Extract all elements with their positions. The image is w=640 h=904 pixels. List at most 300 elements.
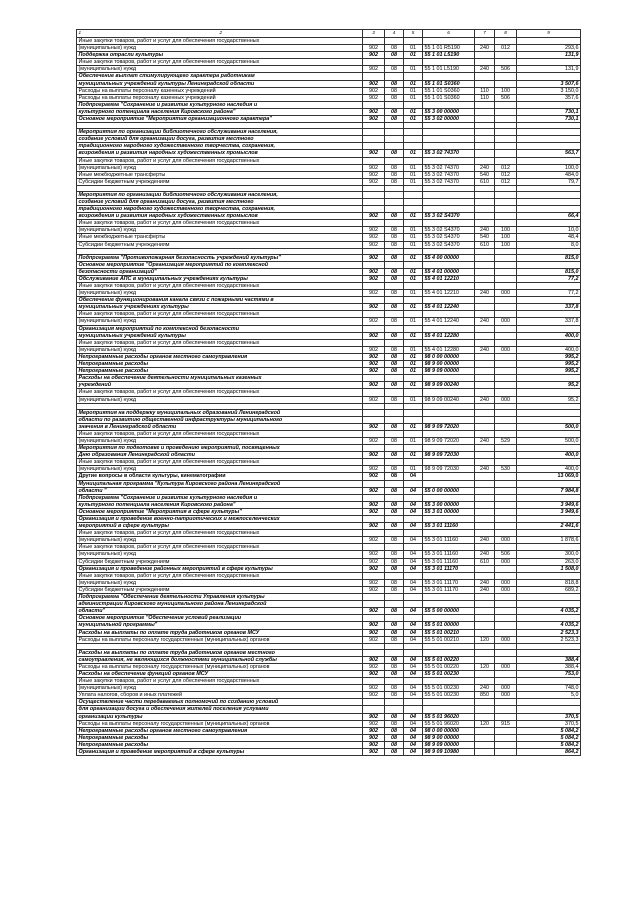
- expense-type-cell: [475, 501, 495, 508]
- section-code-cell: 08: [385, 663, 404, 670]
- amount-cell: 4 035,2: [517, 622, 581, 629]
- code-cell: [495, 101, 517, 108]
- subsection-code-cell: [404, 220, 423, 227]
- section-code-cell: [385, 101, 404, 108]
- expense-type-cell: [475, 361, 495, 368]
- item-name-cell: Подпрограмма "Сохранение и развитие культурного наследия и: [77, 101, 363, 108]
- department-code-cell: 902: [363, 437, 385, 444]
- target-article-cell: 98 9 09 00240: [423, 382, 475, 389]
- code-cell: [495, 727, 517, 734]
- target-article-cell: 55 4 01 00000: [423, 268, 475, 275]
- expense-type-cell: [475, 452, 495, 459]
- section-code-cell: [385, 530, 404, 537]
- item-name-cell: Уплата налогов, сборов и иных платежей: [77, 692, 363, 699]
- subsection-code-cell: [404, 430, 423, 437]
- table-row: [77, 241, 581, 248]
- expense-type-cell: [475, 261, 495, 268]
- section-code-cell: 08: [385, 87, 404, 94]
- amount-cell: 864,2: [517, 749, 581, 756]
- code-cell: [495, 283, 517, 290]
- target-article-cell: 55 3 01 11160: [423, 523, 475, 530]
- department-code-cell: 902: [363, 332, 385, 339]
- expense-type-cell: 610: [475, 241, 495, 248]
- target-article-cell: [423, 473, 475, 480]
- table-row: [77, 73, 581, 80]
- item-name-cell: Иные закупки товаров, работ и услуг для обеспечения государственных: [77, 59, 363, 66]
- header-cell: 3: [363, 30, 385, 38]
- table-row: [77, 80, 581, 87]
- target-article-cell: 55 4 01 12240: [423, 304, 475, 311]
- department-code-cell: 902: [363, 663, 385, 670]
- target-article-cell: 98 9 09 72030: [423, 466, 475, 473]
- target-article-cell: 55 1 01 S0360: [423, 87, 475, 94]
- item-name-cell: Основное мероприятие "Мероприятия в сфере культуры": [77, 508, 363, 515]
- amount-cell: 8,0: [517, 241, 581, 248]
- section-code-cell: 08: [385, 213, 404, 220]
- section-code-cell: 08: [385, 692, 404, 699]
- subsection-code-cell: [404, 601, 423, 608]
- amount-cell: [517, 136, 581, 143]
- item-name-cell: муниципальных учреждениях культуры: [77, 304, 363, 311]
- section-code-cell: [385, 544, 404, 551]
- amount-cell: [517, 615, 581, 622]
- table-row: [77, 685, 581, 692]
- table-row: [77, 108, 581, 115]
- item-name-cell: (муниципальных) нужд: [77, 227, 363, 234]
- budget-table: [76, 29, 581, 756]
- amount-cell: 753,0: [517, 670, 581, 677]
- table-row: [77, 615, 581, 622]
- subsection-code-cell: 01: [404, 52, 423, 59]
- subsection-code-cell: 04: [404, 629, 423, 636]
- section-code-cell: 08: [385, 361, 404, 368]
- expense-type-cell: 240: [475, 346, 495, 353]
- target-article-cell: 55 1 01 R5190: [423, 45, 475, 52]
- amount-cell: 2 523,3: [517, 629, 581, 636]
- target-article-cell: [423, 311, 475, 318]
- department-code-cell: 902: [363, 636, 385, 643]
- code-cell: 100: [495, 227, 517, 234]
- subsection-code-cell: 01: [404, 423, 423, 430]
- table-row: [77, 198, 581, 205]
- table-row: [77, 206, 581, 213]
- subsection-code-cell: 01: [404, 87, 423, 94]
- code-cell: [495, 368, 517, 375]
- item-name-cell: Основное мероприятие "Обеспечение условий реализации: [77, 615, 363, 622]
- item-name-cell: Расходы на выплаты по оплате труда работников органов МСУ: [77, 629, 363, 636]
- amount-cell: [517, 38, 581, 45]
- department-code-cell: [363, 544, 385, 551]
- item-name-cell: Непрограммные расходы органов местного самоуправления: [77, 353, 363, 360]
- code-cell: [495, 741, 517, 748]
- item-name-cell: Иные закупки товаров, работ и услуг для обеспечения государственных: [77, 157, 363, 164]
- item-name-cell: области по развитию общественной инфраструктуры муниципального: [77, 416, 363, 423]
- section-code-cell: 08: [385, 622, 404, 629]
- item-name-cell: Основное мероприятие "Мероприятия организационного характера": [77, 116, 363, 123]
- section-code-cell: 08: [385, 116, 404, 123]
- section-code-cell: 08: [385, 45, 404, 52]
- table-row: [77, 59, 581, 66]
- code-cell: [495, 220, 517, 227]
- department-code-cell: [363, 339, 385, 346]
- item-name-cell: Другие вопросы в области культуры, кинематографии: [77, 473, 363, 480]
- item-name-cell: Иные закупки товаров, работ и услуг для обеспечения государственных: [77, 530, 363, 537]
- code-cell: [495, 452, 517, 459]
- table-row: [77, 516, 581, 523]
- amount-cell: 3 150,0: [517, 87, 581, 94]
- subsection-code-cell: 01: [404, 452, 423, 459]
- department-code-cell: [363, 38, 385, 45]
- table-row: [77, 558, 581, 565]
- target-article-cell: 55 1 01 S0360: [423, 80, 475, 87]
- subsection-code-cell: 01: [404, 254, 423, 261]
- subsection-code-cell: 01: [404, 466, 423, 473]
- department-code-cell: 902: [363, 749, 385, 756]
- target-article-cell: 55 3 02 00000: [423, 116, 475, 123]
- department-code-cell: 902: [363, 164, 385, 171]
- item-name-cell: Расходы на выплаты персоналу казенных учреждений: [77, 94, 363, 101]
- item-name-cell: муниципальной программы": [77, 622, 363, 629]
- code-cell: [495, 565, 517, 572]
- amount-cell: [517, 649, 581, 656]
- expense-type-cell: [475, 523, 495, 530]
- subsection-code-cell: 04: [404, 713, 423, 720]
- table-row: [77, 727, 581, 734]
- department-code-cell: 902: [363, 318, 385, 325]
- section-code-cell: [385, 311, 404, 318]
- code-cell: [495, 594, 517, 601]
- target-article-cell: [423, 191, 475, 198]
- department-code-cell: [363, 311, 385, 318]
- amount-cell: 10,0: [517, 227, 581, 234]
- item-name-cell: Иные закупки товаров, работ и услуг для обеспечения государственных: [77, 220, 363, 227]
- item-name-cell: создание условий для организации досуга, развития местного: [77, 198, 363, 205]
- amount-cell: [517, 409, 581, 416]
- subsection-code-cell: 01: [404, 213, 423, 220]
- department-code-cell: 902: [363, 551, 385, 558]
- department-code-cell: [363, 220, 385, 227]
- subsection-code-cell: [404, 516, 423, 523]
- amount-cell: 1 508,0: [517, 565, 581, 572]
- department-code-cell: [363, 601, 385, 608]
- code-cell: 000: [495, 685, 517, 692]
- department-code-cell: [363, 157, 385, 164]
- target-article-cell: 55 5 01 00230: [423, 670, 475, 677]
- amount-cell: 300,0: [517, 551, 581, 558]
- expense-type-cell: 850: [475, 692, 495, 699]
- code-cell: [495, 670, 517, 677]
- target-article-cell: [423, 389, 475, 396]
- table-row: [77, 430, 581, 437]
- subsection-code-cell: [404, 544, 423, 551]
- section-code-cell: 08: [385, 551, 404, 558]
- department-code-cell: 902: [363, 452, 385, 459]
- section-code-cell: [385, 73, 404, 80]
- subsection-code-cell: 04: [404, 537, 423, 544]
- department-code-cell: 902: [363, 523, 385, 530]
- code-cell: 915: [495, 720, 517, 727]
- table-row: [77, 473, 581, 480]
- target-article-cell: 98 0 00 00000: [423, 353, 475, 360]
- section-code-cell: 08: [385, 734, 404, 741]
- department-code-cell: [363, 494, 385, 501]
- amount-cell: [517, 572, 581, 579]
- item-name-cell: (муниципальных) нужд: [77, 685, 363, 692]
- code-cell: 000: [495, 396, 517, 403]
- item-name-cell: Основное мероприятие "Организация мероприятий по комплексной: [77, 261, 363, 268]
- section-code-cell: [385, 59, 404, 66]
- amount-cell: 77,2: [517, 275, 581, 282]
- department-code-cell: 902: [363, 579, 385, 586]
- target-article-cell: 98 9 00 00000: [423, 361, 475, 368]
- subsection-code-cell: 01: [404, 396, 423, 403]
- code-cell: [495, 601, 517, 608]
- table-row: [77, 143, 581, 150]
- table-row: [77, 297, 581, 304]
- item-name-cell: Расходы на обеспечение деятельности муниципальных казенных: [77, 375, 363, 382]
- expense-type-cell: [475, 353, 495, 360]
- table-row: [77, 283, 581, 290]
- code-cell: [495, 480, 517, 487]
- subsection-code-cell: [404, 678, 423, 685]
- expense-type-cell: [475, 59, 495, 66]
- subsection-code-cell: [404, 311, 423, 318]
- target-article-cell: 55 0 00 00000: [423, 487, 475, 494]
- code-cell: [495, 487, 517, 494]
- subsection-code-cell: [404, 136, 423, 143]
- item-name-cell: Иные закупки товаров, работ и услуг для обеспечения государственных: [77, 339, 363, 346]
- amount-cell: 400,0: [517, 452, 581, 459]
- amount-cell: 77,2: [517, 290, 581, 297]
- code-cell: 529: [495, 437, 517, 444]
- expense-type-cell: 240: [475, 466, 495, 473]
- expense-type-cell: [475, 530, 495, 537]
- code-cell: [495, 116, 517, 123]
- target-article-cell: 55 3 01 11170: [423, 565, 475, 572]
- table-row: [77, 38, 581, 45]
- subsection-code-cell: 04: [404, 523, 423, 530]
- item-name-cell: Подпрограмма "Противопожарная безопасность учреждений культуры": [77, 254, 363, 261]
- department-code-cell: 902: [363, 720, 385, 727]
- amount-cell: 563,7: [517, 150, 581, 157]
- expense-type-cell: [475, 649, 495, 656]
- code-cell: [495, 430, 517, 437]
- section-code-cell: 08: [385, 523, 404, 530]
- section-code-cell: 08: [385, 332, 404, 339]
- item-name-cell: Дню образования Ленинградской области: [77, 452, 363, 459]
- department-code-cell: 902: [363, 423, 385, 430]
- code-cell: 012: [495, 164, 517, 171]
- code-cell: 012: [495, 171, 517, 178]
- amount-cell: 131,9: [517, 52, 581, 59]
- subsection-code-cell: [404, 389, 423, 396]
- amount-cell: 388,4: [517, 656, 581, 663]
- target-article-cell: [423, 416, 475, 423]
- item-name-cell: Организация и проведение мероприятий в сфере культуры: [77, 749, 363, 756]
- section-code-cell: [385, 339, 404, 346]
- code-cell: 506: [495, 551, 517, 558]
- section-code-cell: 08: [385, 466, 404, 473]
- item-name-cell: (муниципальных) нужд: [77, 466, 363, 473]
- department-code-cell: [363, 375, 385, 382]
- section-code-cell: 08: [385, 171, 404, 178]
- table-row: [77, 466, 581, 473]
- section-code-cell: 08: [385, 713, 404, 720]
- subsection-code-cell: 01: [404, 361, 423, 368]
- department-code-cell: 902: [363, 227, 385, 234]
- section-code-cell: [385, 38, 404, 45]
- amount-cell: 1 878,6: [517, 537, 581, 544]
- table-row: [77, 339, 581, 346]
- amount-cell: 500,0: [517, 437, 581, 444]
- code-cell: [495, 157, 517, 164]
- table-row: [77, 52, 581, 59]
- item-name-cell: Иные закупки товаров, работ и услуг для обеспечения государственных: [77, 459, 363, 466]
- subsection-code-cell: 04: [404, 720, 423, 727]
- column-number-header: [77, 30, 581, 38]
- item-name-cell: Расходы на обеспечение функций органов МСУ: [77, 670, 363, 677]
- expense-type-cell: [475, 304, 495, 311]
- department-code-cell: [363, 325, 385, 332]
- amount-cell: 131,9: [517, 66, 581, 73]
- subsection-code-cell: 01: [404, 353, 423, 360]
- expense-type-cell: [475, 283, 495, 290]
- code-cell: [495, 706, 517, 713]
- department-code-cell: 902: [363, 741, 385, 748]
- subsection-code-cell: 04: [404, 508, 423, 515]
- target-article-cell: 98 9 09 10980: [423, 749, 475, 756]
- section-code-cell: 08: [385, 268, 404, 275]
- code-cell: [495, 629, 517, 636]
- table-row: [77, 699, 581, 706]
- section-code-cell: 08: [385, 80, 404, 87]
- section-code-cell: 08: [385, 508, 404, 515]
- amount-cell: 3 949,6: [517, 501, 581, 508]
- expense-type-cell: 240: [475, 685, 495, 692]
- item-name-cell: традиционного народного художественного творчества, сохранения,: [77, 143, 363, 150]
- subsection-code-cell: 04: [404, 551, 423, 558]
- subsection-code-cell: 01: [404, 178, 423, 185]
- section-code-cell: 08: [385, 656, 404, 663]
- section-code-cell: 08: [385, 346, 404, 353]
- subsection-code-cell: 04: [404, 565, 423, 572]
- amount-cell: 95,2: [517, 382, 581, 389]
- code-cell: [495, 608, 517, 615]
- department-code-cell: [363, 516, 385, 523]
- code-cell: [495, 501, 517, 508]
- code-cell: [495, 423, 517, 430]
- expense-type-cell: [475, 656, 495, 663]
- item-name-cell: самоуправления, не являющихся должностями муниципальной службы: [77, 656, 363, 663]
- section-code-cell: [385, 283, 404, 290]
- department-code-cell: 902: [363, 87, 385, 94]
- table-row: [77, 544, 581, 551]
- expense-type-cell: 240: [475, 290, 495, 297]
- section-code-cell: 08: [385, 108, 404, 115]
- subsection-code-cell: 01: [404, 368, 423, 375]
- item-name-cell: Иные межбюджетные трансферты: [77, 171, 363, 178]
- code-cell: [495, 749, 517, 756]
- item-name-cell: культурного потенциала населения Кировского района": [77, 501, 363, 508]
- subsection-code-cell: 01: [404, 290, 423, 297]
- table-row: [77, 494, 581, 501]
- target-article-cell: 98 9 09 72030: [423, 452, 475, 459]
- code-cell: [495, 80, 517, 87]
- code-cell: 000: [495, 579, 517, 586]
- department-code-cell: 902: [363, 622, 385, 629]
- section-code-cell: [385, 198, 404, 205]
- amount-cell: [517, 297, 581, 304]
- subsection-code-cell: 04: [404, 501, 423, 508]
- section-code-cell: 08: [385, 164, 404, 171]
- code-cell: [495, 530, 517, 537]
- target-article-cell: [423, 445, 475, 452]
- section-code-cell: [385, 129, 404, 136]
- subsection-code-cell: [404, 706, 423, 713]
- item-name-cell: (муниципальных) нужд: [77, 164, 363, 171]
- table-row: [77, 487, 581, 494]
- expense-type-cell: 240: [475, 164, 495, 171]
- amount-cell: 815,0: [517, 268, 581, 275]
- amount-cell: [517, 594, 581, 601]
- subsection-code-cell: [404, 59, 423, 66]
- section-code-cell: [385, 143, 404, 150]
- subsection-code-cell: 01: [404, 116, 423, 123]
- section-code-cell: 08: [385, 579, 404, 586]
- section-code-cell: 08: [385, 423, 404, 430]
- table-row: [77, 629, 581, 636]
- subsection-code-cell: 01: [404, 241, 423, 248]
- table-row: [77, 423, 581, 430]
- code-cell: [495, 332, 517, 339]
- target-article-cell: 55 5 00 00000: [423, 608, 475, 615]
- department-code-cell: 902: [363, 565, 385, 572]
- amount-cell: 370,5: [517, 720, 581, 727]
- expense-type-cell: [475, 332, 495, 339]
- item-name-cell: возрождения и развития народных художественных промыслов: [77, 150, 363, 157]
- subsection-code-cell: 04: [404, 656, 423, 663]
- expense-type-cell: [475, 157, 495, 164]
- target-article-cell: [423, 206, 475, 213]
- subsection-code-cell: [404, 101, 423, 108]
- table-body: [77, 30, 581, 756]
- table-row: [77, 749, 581, 756]
- table-row: [77, 530, 581, 537]
- item-name-cell: Обеспечение функционирования канала связи с пожарными частями в: [77, 297, 363, 304]
- subsection-code-cell: [404, 409, 423, 416]
- target-article-cell: [423, 38, 475, 45]
- expense-type-cell: 540: [475, 171, 495, 178]
- expense-type-cell: 540: [475, 234, 495, 241]
- department-code-cell: 902: [363, 268, 385, 275]
- amount-cell: [517, 699, 581, 706]
- target-article-cell: [423, 572, 475, 579]
- subsection-code-cell: 01: [404, 45, 423, 52]
- amount-cell: 370,5: [517, 713, 581, 720]
- subsection-code-cell: 04: [404, 558, 423, 565]
- code-cell: 012: [495, 178, 517, 185]
- subsection-code-cell: 04: [404, 670, 423, 677]
- code-cell: [495, 382, 517, 389]
- section-code-cell: 08: [385, 178, 404, 185]
- expense-type-cell: [475, 459, 495, 466]
- expense-type-cell: [475, 220, 495, 227]
- table-row: [77, 234, 581, 241]
- department-code-cell: 902: [363, 368, 385, 375]
- table-row: [77, 508, 581, 515]
- item-name-cell: мероприятий в сфере культуры: [77, 523, 363, 530]
- item-name-cell: Иные закупки товаров, работ и услуг для обеспечения государственных: [77, 430, 363, 437]
